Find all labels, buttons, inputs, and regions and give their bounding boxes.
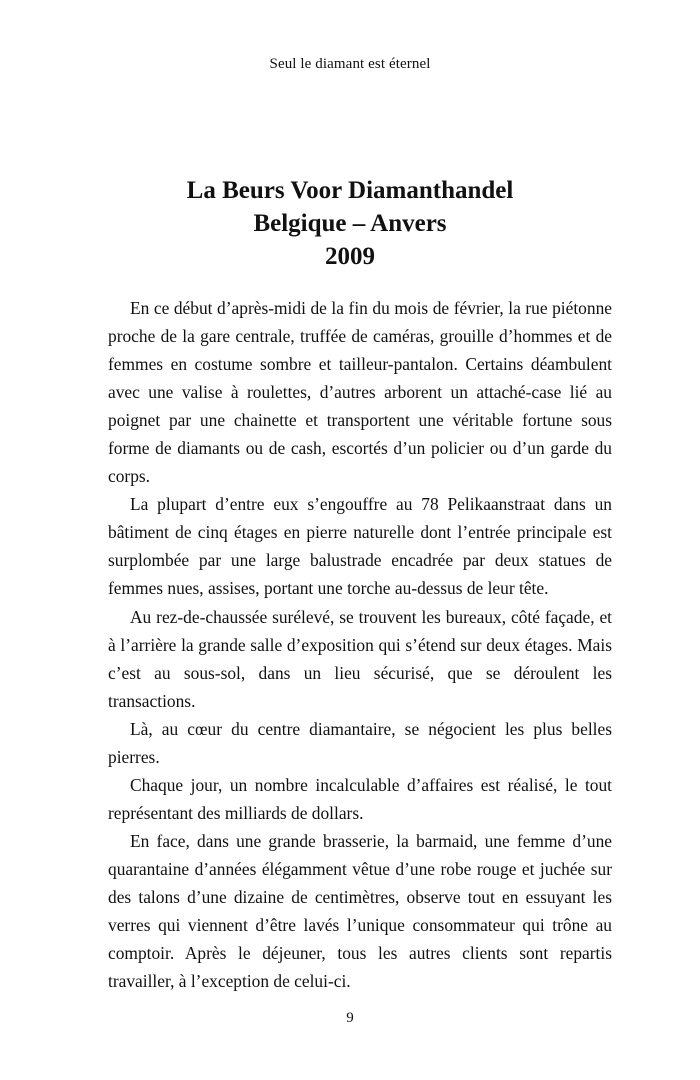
paragraph: En ce début d’après-midi de la fin du mois de février, la rue piétonne proche de la gare centrale, truffée de caméras, grouille d’hommes et de femmes en costume sombre et tailleur-pantalon. Certains déambulent avec une valise à roulettes, d’autres arborent un attaché-case lié au poignet par une chainette et transportent une véritable fortune sous forme de diamants ou de cash, escortés d’un policier ou d’un garde du corps. [108, 298, 612, 487]
paragraph: Chaque jour, un nombre incalculable d’affaires est réalisé, le tout représentant des milliards de dollars. [108, 774, 612, 823]
paragraph: En face, dans une grande brasserie, la barmaid, une femme d’une quarantaine d’années élégamment vêtue d’une robe rouge et juchée sur des talons d’une dizaine de centimètres, observe tout en essuyant les verres qui viennent d’être lavés l’unique consommateur qui trône au comptoir. Après le déjeuner, tous les autres clients sont repartis travailler, à l’exception de celui-ci. [108, 830, 612, 992]
running-header: Seul le diamant est éternel [269, 56, 431, 72]
paragraph: Au rez-de-chaussée surélevé, se trouvent les bureaux, côté façade, et à l’arrière la grande salle d’exposition qui s’étend sur deux étages. Mais c’est au sous-sol, dans un lieu sécurisé, que se déroulent les transactions. [108, 606, 612, 711]
page-number: 9 [346, 1010, 354, 1026]
chapter-title-line-2: Belgique – Anvers [253, 210, 447, 237]
chapter-title [0, 174, 700, 273]
chapter-title-line-3: 2009 [325, 243, 375, 270]
body-text [108, 294, 612, 995]
paragraph: La plupart d’entre eux s’engouffre au 78 Pelikaanstraat dans un bâtiment de cinq étages en pierre naturelle dont l’entrée principale est surplombée par une large balustrade encadrée par deux statues de femmes nues, assises, portant une torche au-dessus de leur tête. [108, 494, 612, 599]
chapter-title-line-1: La Beurs Voor Diamanthandel [186, 177, 514, 204]
paragraph: Là, au cœur du centre diamantaire, se négocient les plus belles pierres. [108, 718, 612, 767]
